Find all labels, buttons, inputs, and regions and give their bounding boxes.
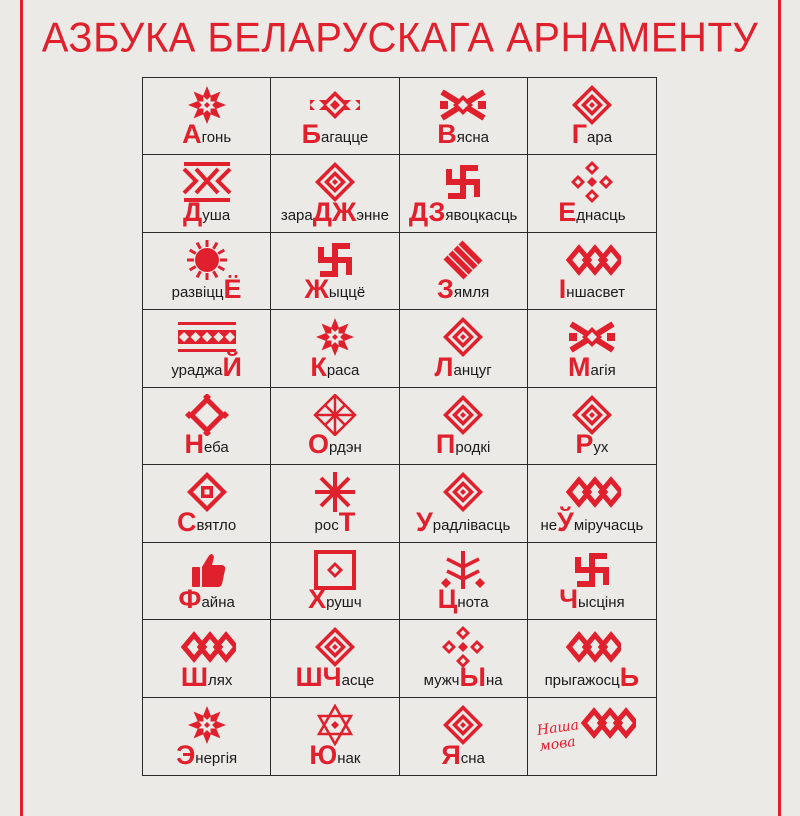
- word-part: анцуг: [453, 361, 492, 379]
- letter-cell: [271, 543, 399, 620]
- highlighted-letter: Х: [308, 584, 327, 615]
- letter-word: [400, 121, 527, 151]
- highlighted-letter: В: [437, 119, 457, 150]
- word-part: сна: [460, 749, 485, 767]
- letter-word: [528, 431, 656, 461]
- highlighted-letter: ДЖ: [312, 196, 357, 227]
- chain-ornament-icon: [578, 702, 636, 744]
- letter-cell: [400, 310, 528, 387]
- word-part: нота: [457, 594, 489, 612]
- highlighted-letter: Ё: [223, 274, 242, 305]
- letter-word: [528, 276, 656, 306]
- word-part: гонь: [201, 129, 232, 147]
- highlighted-letter: І: [558, 274, 567, 305]
- highlighted-letter: ШЧ: [295, 661, 342, 692]
- highlighted-letter: Т: [338, 506, 356, 537]
- word-part: ара: [587, 129, 613, 147]
- word-part: зара: [280, 206, 313, 224]
- letter-word: [400, 351, 527, 384]
- page-title: АЗБУКА БЕЛАРУСКАГА АРНАМЕНТУ: [41, 14, 759, 62]
- highlighted-letter: Г: [571, 119, 588, 150]
- word-part: міручасць: [573, 516, 644, 534]
- letter-word: [528, 196, 656, 229]
- letter-word: [400, 276, 527, 306]
- highlighted-letter: Ч: [559, 584, 579, 615]
- word-part: айна: [201, 594, 235, 612]
- letter-word: [400, 506, 527, 539]
- letter-cell: [400, 388, 528, 465]
- word-part: ысціня: [578, 594, 625, 612]
- word-part: нак: [337, 749, 361, 767]
- highlighted-letter: Ж: [304, 274, 329, 305]
- letter-cell: [271, 155, 399, 232]
- highlighted-letter: Ы: [459, 661, 486, 692]
- letter-word: [143, 351, 270, 384]
- letter-word: [400, 661, 527, 694]
- chain-ornament-icon: [563, 626, 621, 668]
- highlighted-letter: Ў: [557, 506, 574, 537]
- highlighted-letter: Л: [434, 351, 454, 382]
- highlighted-letter: Ь: [619, 661, 640, 692]
- highlighted-letter: Ю: [309, 739, 338, 770]
- letter-cell: [143, 543, 271, 620]
- word-part: раса: [326, 361, 360, 379]
- word-part: развіцц: [171, 284, 224, 302]
- letter-word: [271, 431, 398, 461]
- highlighted-letter: Я: [441, 739, 461, 770]
- highlighted-letter: У: [415, 506, 433, 537]
- word-part: еба: [203, 439, 229, 457]
- highlighted-letter: Е: [558, 196, 577, 227]
- letter-word: [271, 196, 398, 229]
- rhombus-ornament-icon: [434, 471, 492, 513]
- chain-ornament-icon: [563, 239, 621, 281]
- letter-cell: [400, 543, 528, 620]
- letter-word: [271, 506, 398, 539]
- letter-word: [143, 196, 270, 229]
- letter-cell: [400, 698, 528, 775]
- highlighted-letter: Н: [184, 429, 204, 460]
- letter-word: [528, 351, 656, 384]
- letter-word: [143, 431, 270, 461]
- letter-cell: [400, 155, 528, 232]
- highlighted-letter: П: [435, 429, 456, 460]
- letter-word: [143, 739, 270, 772]
- highlighted-letter: Ф: [178, 584, 202, 615]
- letter-cell: [143, 310, 271, 387]
- letter-word: [400, 739, 527, 772]
- letter-word: [271, 661, 398, 694]
- highlighted-letter: Ш: [180, 661, 208, 692]
- word-part: агацце: [320, 129, 369, 147]
- letter-word: [528, 121, 656, 151]
- letter-cell: [271, 465, 399, 542]
- letter-cell: [528, 543, 656, 620]
- highlighted-letter: О: [307, 429, 329, 460]
- word-part: энне: [356, 206, 389, 224]
- word-part: уша: [202, 206, 231, 224]
- word-part: нергія: [195, 749, 238, 767]
- letter-cell: [528, 388, 656, 465]
- word-part: ясна: [456, 129, 489, 147]
- letter-cell: [528, 78, 656, 155]
- letter-cell: [271, 698, 399, 775]
- highlighted-letter: Р: [575, 429, 594, 460]
- letter-cell: [400, 465, 528, 542]
- letter-word: [400, 431, 527, 461]
- letter-word: [143, 121, 270, 151]
- highlighted-letter: К: [310, 351, 327, 382]
- letter-cell: [143, 233, 271, 310]
- highlighted-letter: Й: [222, 351, 242, 382]
- word-part: вятло: [196, 516, 237, 534]
- letter-cell: [271, 78, 399, 155]
- word-part: ух: [593, 439, 609, 457]
- highlighted-letter: А: [182, 119, 202, 150]
- letter-word: [528, 586, 656, 616]
- alphabet-grid: [142, 77, 657, 776]
- word-part: радлівасць: [432, 516, 511, 534]
- letter-cell: [143, 698, 271, 775]
- highlighted-letter: Б: [301, 119, 321, 150]
- logo-text-line: Наша: [535, 716, 580, 739]
- highlighted-letter: Д: [183, 196, 203, 227]
- word-part: ураджа: [171, 361, 223, 379]
- letter-cell: [400, 233, 528, 310]
- letter-cell: [400, 620, 528, 697]
- letter-cell: [143, 620, 271, 697]
- word-part: рушч: [326, 594, 362, 612]
- letter-word: [143, 276, 270, 306]
- letter-cell: [143, 155, 271, 232]
- letter-cell: [528, 233, 656, 310]
- letter-word: [528, 506, 656, 539]
- word-part: асце: [341, 671, 375, 689]
- word-part: не: [540, 516, 558, 534]
- letter-word: [528, 661, 656, 694]
- letter-cell: [528, 155, 656, 232]
- letter-word: [143, 586, 270, 616]
- word-part: агія: [590, 361, 616, 379]
- word-part: родкі: [455, 439, 491, 457]
- letter-word: [271, 351, 398, 384]
- letter-cell: [400, 78, 528, 155]
- word-part: ямля: [453, 284, 490, 302]
- word-part: мужч: [423, 671, 460, 689]
- letter-cell: [271, 233, 399, 310]
- word-part: ншасвет: [566, 284, 625, 302]
- highlighted-letter: ДЗ: [408, 196, 446, 227]
- letter-cell: [528, 310, 656, 387]
- word-part: на: [485, 671, 503, 689]
- nasha-mova-logo: [536, 717, 582, 755]
- letter-word: [400, 586, 527, 616]
- highlighted-letter: М: [567, 351, 591, 382]
- word-part: явоцкасць: [445, 206, 518, 224]
- letter-word: [271, 586, 398, 616]
- word-part: ыццё: [328, 284, 366, 302]
- highlighted-letter: Э: [176, 739, 196, 770]
- letter-cell: [528, 698, 656, 775]
- letter-word: [271, 276, 398, 306]
- word-part: лях: [208, 671, 233, 689]
- word-part: днасць: [576, 206, 626, 224]
- letter-word: [400, 196, 527, 229]
- letter-word: [143, 661, 270, 694]
- word-part: рос: [314, 516, 339, 534]
- letter-cell: [143, 388, 271, 465]
- word-part: прыгажосц: [544, 671, 620, 689]
- letter-cell: [143, 78, 271, 155]
- letter-cell: [528, 620, 656, 697]
- letter-cell: [271, 310, 399, 387]
- word-part: рдэн: [328, 439, 362, 457]
- letter-cell: [528, 465, 656, 542]
- letter-cell: [271, 620, 399, 697]
- logo-text-line: мова: [537, 733, 577, 755]
- highlighted-letter: З: [437, 274, 454, 305]
- letter-word: [143, 506, 270, 539]
- highlighted-letter: Ц: [437, 584, 458, 615]
- letter-word: [271, 739, 398, 772]
- letter-word: [271, 121, 398, 151]
- letter-cell: [143, 465, 271, 542]
- letter-cell: [271, 388, 399, 465]
- highlighted-letter: С: [177, 506, 197, 537]
